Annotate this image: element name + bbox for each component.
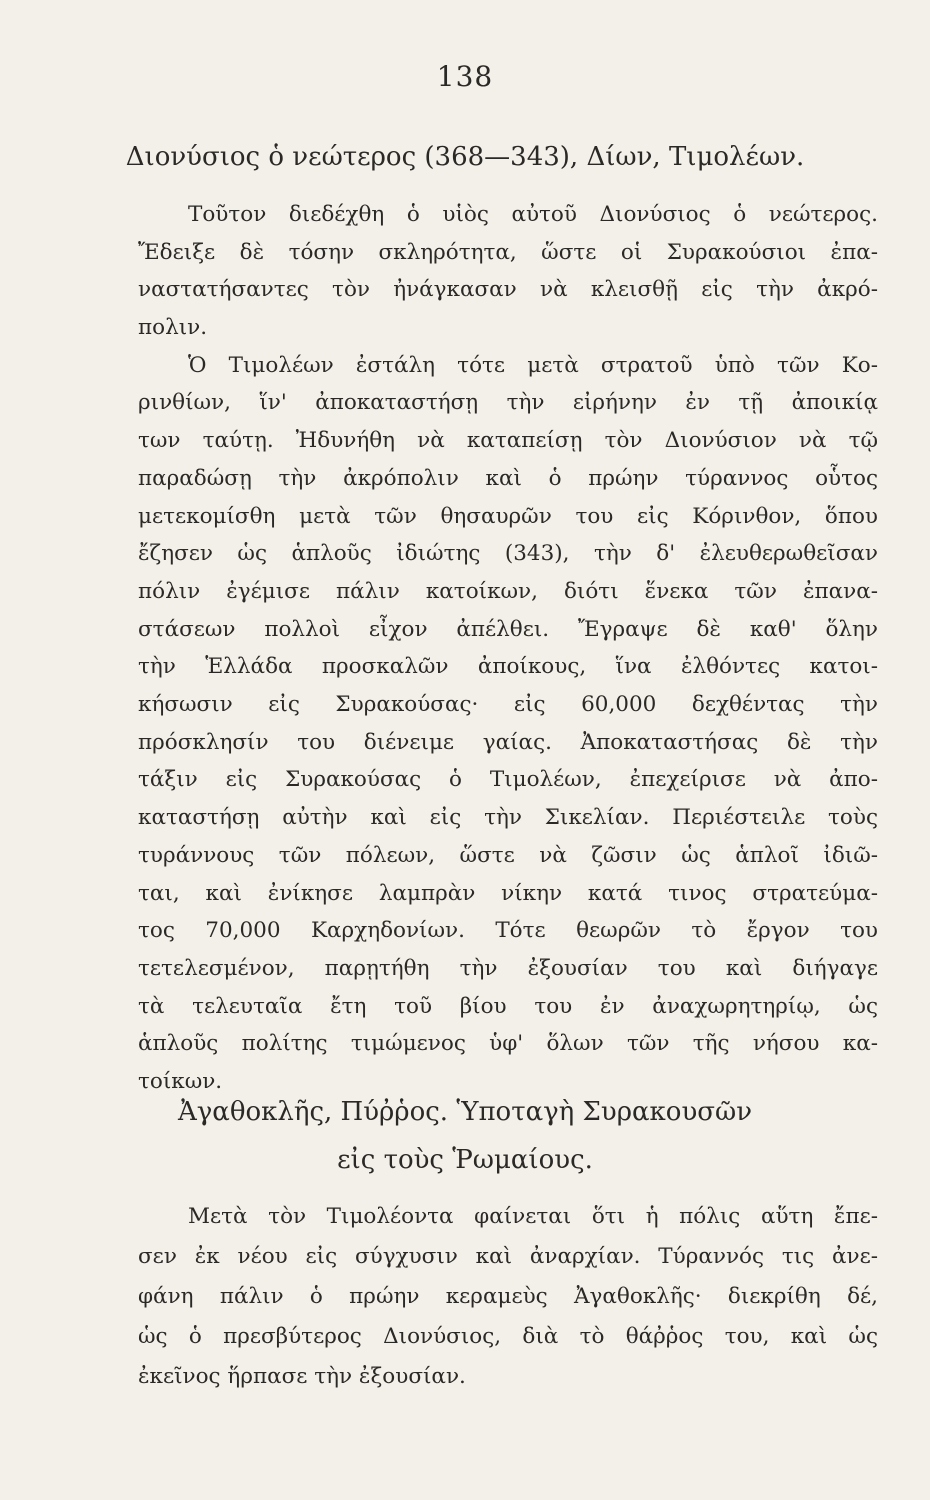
text-line: τὰ τελευταῖα ἔτη τοῦ βίου του ἐν ἀναχωρητηρίῳ, ὡς <box>138 993 878 1019</box>
text-line: ἔζησεν ὡς ἁπλοῦς ἰδιώτης (343), τὴν δ' ἐλευθερωθεῖσαν <box>138 541 878 567</box>
text-line: κήσωσιν εἰς Συρακούσας· εἰς 60,000 δεχθέντας τὴν <box>138 692 878 718</box>
text-line: τὴν Ἑλλάδα προσκαλῶν ἀποίκους, ἵνα ἐλθόντες κατοι- <box>138 654 878 680</box>
section-heading-agathocles-cont: εἰς τοὺς Ῥωμαίους. <box>337 1145 593 1175</box>
text-line: παραδώσῃ τὴν ἀκρόπολιν καὶ ὁ πρώην τύραννος οὗτος <box>138 465 878 491</box>
text-line: καταστήσῃ αὐτὴν καὶ εἰς τὴν Σικελίαν. Περιέστειλε τοὺς <box>138 805 878 831</box>
text-line: ἐκεῖνος ἥρπασε τὴν ἐξουσίαν. <box>138 1364 466 1389</box>
text-line: τάξιν εἰς Συρακούσας ὁ Τιμολέων, ἐπεχείρισε νὰ ἀπο- <box>138 767 878 793</box>
text-line: ὡς ὁ πρεσβύτερος Διονύσιος, διὰ τὸ θάῤῥος του, καὶ ὡς <box>138 1324 878 1349</box>
text-line: στάσεων πολλοὶ εἶχον ἀπέλθει. Ἔγραψε δὲ καθ' ὅλην <box>138 616 878 642</box>
text-line: τος 70,000 Καρχηδονίων. Τότε θεωρῶν τὸ ἔργον του <box>138 918 878 944</box>
text-line: ἁπλοῦς πολίτης τιμώμενος ὑφ' ὅλων τῶν τῆς νήσου κα- <box>138 1031 878 1057</box>
text-line: πρόσκλησίν του διένειμε γαίας. Ἀποκαταστήσας δὲ τὴν <box>138 729 878 755</box>
page-number: 138 <box>436 60 494 93</box>
text-line: φάνη πάλιν ὁ πρώην κεραμεὺς Ἀγαθοκλῆς· διεκρίθη δέ, <box>138 1284 878 1309</box>
text-line: τοίκων. <box>138 1069 223 1094</box>
text-line: Ὁ Τιμολέων ἐστάλη τότε μετὰ στρατοῦ ὑπὸ τῶν Κο- <box>188 352 878 378</box>
text-line: τυράννους τῶν πόλεων, ὥστε νὰ ζῶσιν ὡς ἁπλοῖ ἰδιῶ- <box>138 842 878 868</box>
text-line: ρινθίων, ἵν' ἀποκαταστήσῃ τὴν εἰρήνην ἐν τῇ ἀποικίᾳ <box>138 390 878 416</box>
text-line: πόλιν ἐγέμισε πάλιν κατοίκων, διότι ἕνεκα τῶν ἐπανα- <box>138 578 878 604</box>
text-line: πολιν. <box>138 315 208 341</box>
text-line: Ἔδειξε δὲ τόσην σκληρότητα, ὥστε οἱ Συρακούσιοι ἐπα- <box>138 239 878 265</box>
text-line: τετελεσμένον, παρῃτήθη τὴν ἐξουσίαν του καὶ διήγαγε <box>138 955 878 981</box>
text-line: μετεκομίσθη μετὰ τῶν θησαυρῶν του εἰς Κόρινθον, ὅπου <box>138 503 878 529</box>
text-line: των ταύτῃ. Ἠδυνήθη νὰ καταπείσῃ τὸν Διονύσιον νὰ τῷ <box>138 428 878 454</box>
text-line: ται, καὶ ἐνίκησε λαμπρὰν νίκην κατά τινος στρατεύμα- <box>138 880 878 906</box>
text-line: ναστατήσαντες τὸν ἠνάγκασαν νὰ κλεισθῇ εἰς τὴν ἀκρό- <box>138 277 878 303</box>
text-line: Μετὰ τὸν Τιμολέοντα φαίνεται ὅτι ἡ πόλις αὕτη ἔπε- <box>188 1204 878 1229</box>
section-heading-agathocles: Ἀγαθοκλῆς, Πύῤῥος. Ὑποταγὴ Συρακουσῶν <box>177 1097 753 1127</box>
text-line: σεν ἐκ νέου εἰς σύγχυσιν καὶ ἀναρχίαν. Τύραννός τις ἀνε- <box>138 1244 878 1269</box>
text-line: Τοῦτον διεδέχθη ὁ υἱὸς αὐτοῦ Διονύσιος ὁ νεώτερος. <box>188 202 878 227</box>
section-heading-dionysius: Διονύσιος ὁ νεώτερος (368—343), Δίων, Τιμολέων. <box>125 142 805 172</box>
